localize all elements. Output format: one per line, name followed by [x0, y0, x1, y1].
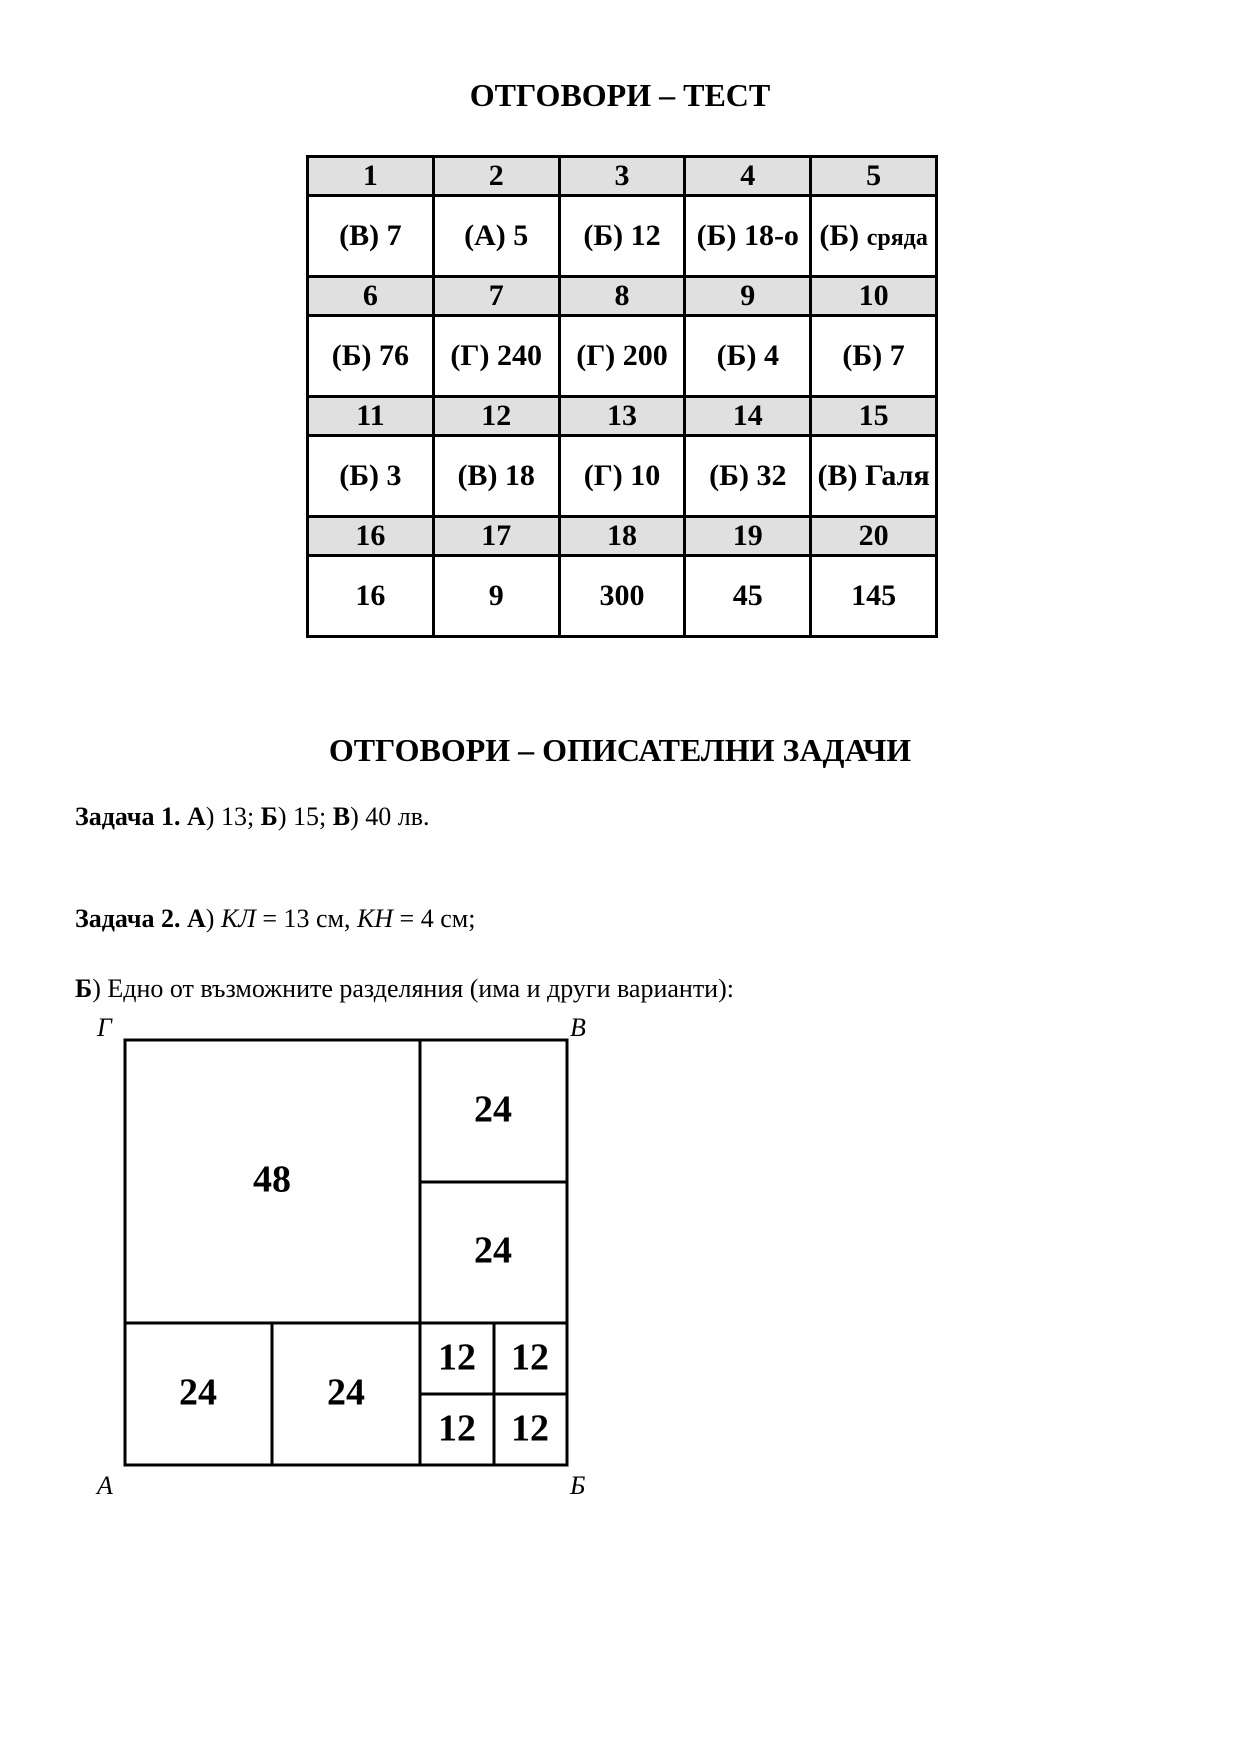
- question-number: 6: [308, 277, 434, 316]
- answer-cell: (Б) 76: [308, 316, 434, 397]
- region-label: 12: [511, 1336, 549, 1379]
- answer-cell: (В) 18: [433, 436, 559, 517]
- task-2-answer: Задача 2. А) КЛ = 13 см, КН = 4 см;: [75, 904, 476, 933]
- answer-cell: 145: [811, 556, 937, 637]
- question-number: 16: [308, 517, 434, 556]
- question-number: 8: [559, 277, 685, 316]
- answer-cell: (Б) сряда: [811, 196, 937, 277]
- vertex-label-v: В: [570, 1013, 586, 1042]
- vertex-label-b: Б: [570, 1471, 586, 1500]
- region-label-big: 48: [253, 1158, 291, 1201]
- answer-cell: (Б) 3: [308, 436, 434, 517]
- vertex-label-g: Г: [97, 1013, 112, 1042]
- answer-cell: (В) 7: [308, 196, 434, 277]
- test-answers-title: ОТГОВОРИ – ТЕСТ: [469, 77, 771, 113]
- answer-cell: (Б) 7: [811, 316, 937, 397]
- region-label: 12: [438, 1336, 476, 1379]
- descriptive-answers-title: ОТГОВОРИ – ОПИСАТЕЛНИ ЗАДАЧИ: [328, 732, 912, 768]
- task-1-label: Задача 1.: [75, 802, 181, 831]
- question-number: 12: [433, 397, 559, 436]
- answer-cell: 16: [308, 556, 434, 637]
- task-2-part-b: Б) Едно от възможните разделяния (има и други варианти):: [75, 974, 734, 1003]
- vertex-label-a: А: [97, 1471, 113, 1500]
- question-number: 19: [685, 517, 811, 556]
- answer-cell: (Г) 10: [559, 436, 685, 517]
- region-label: 24: [474, 1229, 512, 1272]
- task-2-label: Задача 2.: [75, 904, 181, 933]
- answer-cell: (Б) 18-о: [685, 196, 811, 277]
- answer-cell: (Г) 240: [433, 316, 559, 397]
- answer-cell: (А) 5: [433, 196, 559, 277]
- answer-cell: 45: [685, 556, 811, 637]
- answer-cell: (Б) 4: [685, 316, 811, 397]
- question-number: 2: [433, 157, 559, 196]
- question-number: 1: [308, 157, 434, 196]
- question-number: 18: [559, 517, 685, 556]
- question-number: 20: [811, 517, 937, 556]
- region-label: 24: [179, 1371, 217, 1414]
- question-number: 4: [685, 157, 811, 196]
- task-1-answer: Задача 1. А) 13; Б) 15; В) 40 лв.: [75, 802, 430, 831]
- region-label: 24: [327, 1371, 365, 1414]
- question-number: 14: [685, 397, 811, 436]
- question-number: 11: [308, 397, 434, 436]
- answer-cell: (Б) 12: [559, 196, 685, 277]
- region-label: 24: [474, 1088, 512, 1131]
- region-label: 12: [511, 1407, 549, 1450]
- question-number: 7: [433, 277, 559, 316]
- answer-cell: 9: [433, 556, 559, 637]
- question-number: 10: [811, 277, 937, 316]
- question-number: 13: [559, 397, 685, 436]
- answer-cell: (Б) 32: [685, 436, 811, 517]
- question-number: 3: [559, 157, 685, 196]
- answer-cell: (Г) 200: [559, 316, 685, 397]
- answer-cell: (В) Галя: [811, 436, 937, 517]
- region-label: 12: [438, 1407, 476, 1450]
- answer-cell: 300: [559, 556, 685, 637]
- question-number: 5: [811, 157, 937, 196]
- question-number: 15: [811, 397, 937, 436]
- question-number: 9: [685, 277, 811, 316]
- question-number: 17: [433, 517, 559, 556]
